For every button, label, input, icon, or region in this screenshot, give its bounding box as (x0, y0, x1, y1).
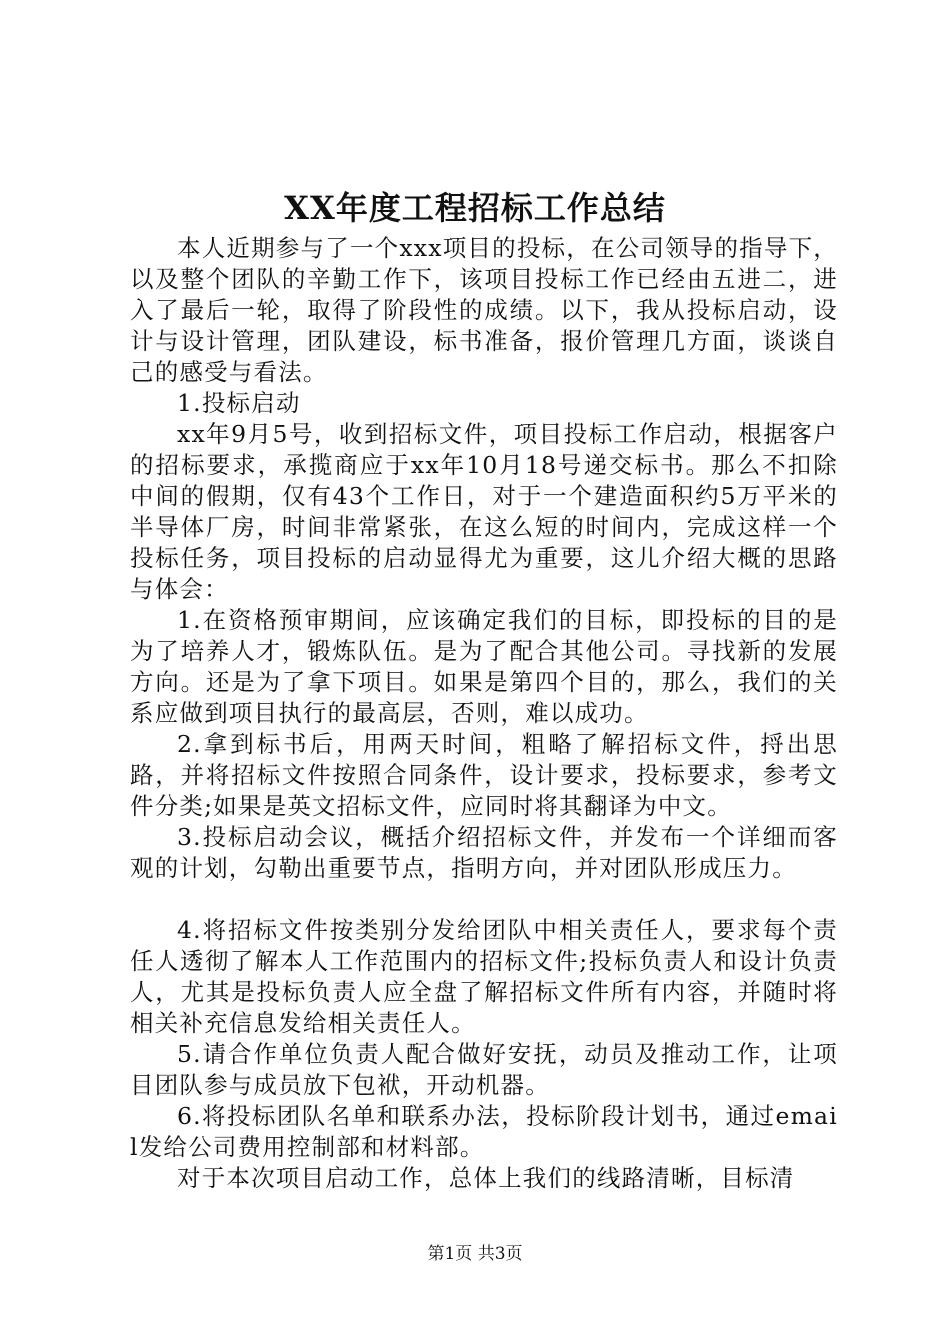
list-item-1: 1.在资格预审期间，应该确定我们的目标，即投标的目的是为了培养人才，锻炼队伍。是为了配合其他公司。寻找新的发展方向。还是为了拿下项目。如果是第四个目的，那么，我们的关系应做到项目执行的最高层，否则，难以成功。 (130, 606, 838, 727)
document-body (130, 233, 838, 1194)
list-item-4: 4.将招标文件按类别分发给团队中相关责任人，要求每个责任人透彻了解本人工作范围内的招标文件;投标负责人和设计负责人，尤其是投标负责人应全盘了解招标文件所有内容，并随时将相关补充信息发给相关责任人。 (130, 916, 838, 1037)
list-item-5: 5.请合作单位负责人配合做好安抚，动员及推动工作，让项目团队参与成员放下包袱，开动机器。 (130, 1040, 838, 1099)
page-footer (0, 1242, 950, 1266)
paragraph-intro: 本人近期参与了一个xxx项目的投标，在公司领导的指导下，以及整个团队的辛勤工作下，该项目投标工作已经由五进二，进入了最后一轮，取得了阶段性的成绩。以下，我从投标启动，设计与设计管理，团队建设，标书准备，报价管理几方面，谈谈自己的感受与看法。 (130, 234, 838, 386)
document-title: XX年度工程招标工作总结 (284, 189, 666, 227)
section-heading-bid-start: 1.投标启动 (177, 389, 301, 417)
list-item-2: 2.拿到标书后，用两天时间，粗略了解招标文件，捋出思路，并将招标文件按照合同条件，设计要求，投标要求，参考文件分类;如果是英文招标文件，应同时将其翻译为中文。 (130, 730, 838, 820)
page-number: 第1页 共3页 (427, 1244, 523, 1264)
paragraph-summary: 对于本次项目启动工作，总体上我们的线路清晰，目标清 (177, 1164, 795, 1192)
list-item-6: 6.将投标团队名单和联系办法，投标阶段计划书，通过email发给公司费用控制部和材料部。 (130, 1102, 838, 1161)
paragraph-timeline: xx年9月5号，收到招标文件，项目投标工作启动，根据客户的招标要求，承揽商应于xx年10月18号递交标书。那么不扣除中间的假期，仅有43个工作日，对于一个建造面积约5万平米的半导体厂房，时间非常紧张，在这么短的时间内，完成这样一个投标任务，项目投标的启动显得尤为重要，这儿介绍大概的思路与体会： (130, 420, 838, 603)
list-item-3: 3.投标启动会议，概括介绍招标文件，并发布一个详细而客观的计划，勾勒出重要节点，指明方向，并对团队形成压力。 (130, 823, 838, 882)
